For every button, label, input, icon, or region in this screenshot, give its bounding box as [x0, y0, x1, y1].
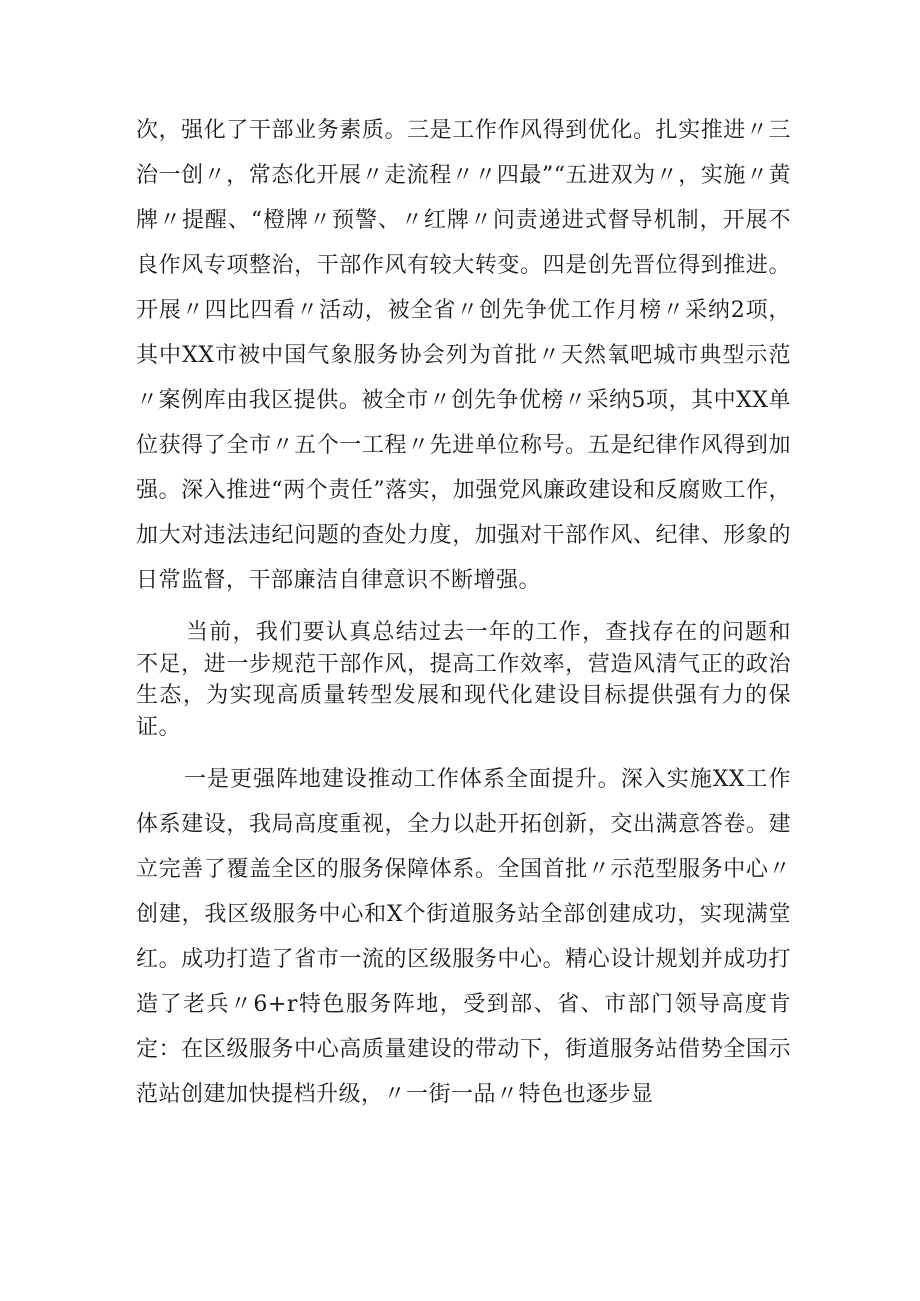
document-page: [136, 108, 791, 1117]
paragraph-position-building: 一是更强阵地建设推动工作体系全面提升。深入实施XX工作体系建设，我局高度重视，全力以赴开拓创新，交出满意答卷。建立完善了覆盖全区的服务保障体系。全国首批〃示范型服务中心〃创建，我区级服务中心和X个街道服务站全部创建成功，实现满堂红。成功打造了省市一流的区级服务中心。精心设计规划并成功打造了老兵〃6+r特色服务阵地，受到部、省、市部门领导高度肯定：在区级服务中心高质量建设的带动下，街道服务站借势全国示范站创建加快提档升级，〃一街一品〃特色也逐步显: [136, 767, 791, 1107]
paragraph-work-style-summary: 次，强化了干部业务素质。三是工作作风得到优化。扎实推进〃三治一创〃，常态化开展〃走流程〃〃四最”“五进双为〃，实施〃黄牌〃提醒、“橙牌〃预警、〃红牌〃问责递进式督导机制，开展不良作风专项整治，干部作风有较大转变。四是创先晋位得到推进。开展〃四比四看〃活动，被全省〃创先争优工作月榜〃采纳2项，其中XX市被中国气象服务协会列为首批〃天然氧吧城市典型示范〃案例库由我区提供。被全市〃创先争优榜〃采纳5项，其中XX单位获得了全市〃五个一工程〃先进单位称号。五是纪律作风得到加强。深入推进“两个责任”落实，加强党风廉政建设和反腐败工作，加大对违法违纪问题的查处力度，加强对干部作风、纪律、形象的日常监督，干部廉洁自律意识不断增强。: [136, 118, 791, 593]
paragraph-current-task: 当前，我们要认真总结过去一年的工作，查找存在的问题和不足，进一步规范干部作风，提高工作效率，营造风清气正的政治生态，为实现高质量转型发展和现代化建设目标提供强有力的保证。: [136, 620, 791, 740]
